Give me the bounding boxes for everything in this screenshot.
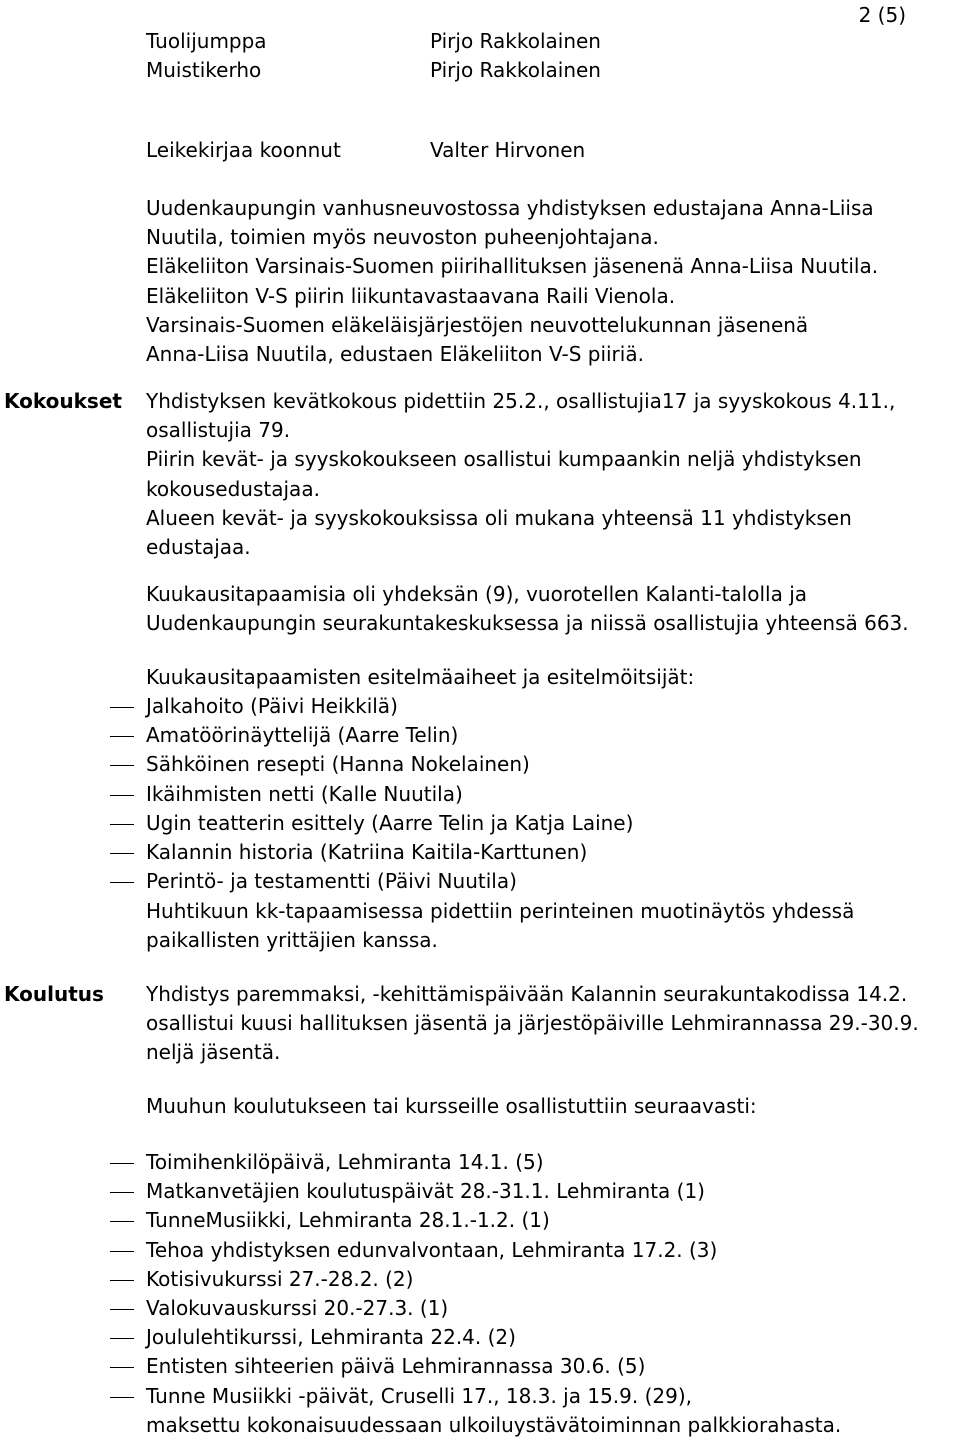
officer-role: Tuolijumppa	[146, 29, 267, 53]
list-item	[0, 1294, 960, 1323]
list-item-text: Tunne Musiikki -päivät, Cruselli 17., 18.3. ja 15.9. (29),	[146, 1383, 692, 1408]
dash-bullet-icon	[110, 1309, 134, 1310]
text-line: Alueen kevät- ja syyskokouksissa oli mukana yhteensä 11 yhdistyksen	[146, 505, 852, 530]
text-line: Varsinais-Suomen eläkeläisjärjestöjen neuvottelukunnan jäsenenä	[146, 312, 809, 337]
text-line: Eläkeliiton Varsinais-Suomen piirihallituksen jäsenenä Anna-Liisa Nuutila.	[146, 254, 879, 279]
list-item-text: Ugin teatterin esittely (Aarre Telin ja Katja Laine)	[146, 810, 634, 835]
courses-heading: Muuhun koulutukseen tai kursseille osallistuttiin seuraavasti:	[146, 1094, 757, 1118]
text-line: osallistujia 79.	[146, 418, 291, 443]
list-item-text: Toimihenkilöpäivä, Lehmiranta 14.1. (5)	[146, 1150, 544, 1174]
list-item-text: Perintö- ja testamentti (Päivi Nuutila)	[146, 869, 517, 894]
dash-bullet-icon	[110, 795, 134, 796]
list-item-text: Entisten sihteerien päivä Lehmirannassa 30.6. (5)	[146, 1354, 646, 1379]
text-line: Uudenkaupungin vanhusneuvostossa yhdistyksen edustajana Anna-Liisa	[146, 196, 874, 220]
dash-bullet-icon	[110, 765, 134, 766]
text-line: Nuutila, toimien myös neuvoston puheenjohtajana.	[146, 225, 659, 250]
training-label: Koulutus	[4, 982, 104, 1006]
text-line: kokousedustajaa.	[146, 476, 320, 501]
dash-bullet-icon	[110, 707, 134, 708]
text-line: neljä jäsentä.	[146, 1040, 281, 1065]
dash-bullet-icon	[110, 736, 134, 737]
text-line: Uudenkaupungin seurakuntakeskuksessa ja niissä osallistujia yhteensä 663.	[146, 611, 909, 636]
text-line: Huhtikuun kk-tapaamisessa pidettiin perinteinen muotinäytös yhdessä	[146, 899, 855, 923]
dash-bullet-icon	[110, 1221, 134, 1222]
training-paragraph	[146, 980, 919, 1068]
dash-bullet-icon	[110, 1163, 134, 1164]
officer-roles	[146, 27, 267, 85]
dash-bullet-icon	[110, 1280, 134, 1281]
list-item	[0, 1236, 960, 1265]
officer-name: Pirjo Rakkolainen	[430, 29, 601, 53]
text-line: Yhdistys paremmaksi, -kehittämispäivään Kalannin seurakuntakodissa 14.2.	[146, 982, 908, 1006]
list-item-text: TunneMusiikki, Lehmiranta 28.1.-1.2. (1)	[146, 1208, 550, 1233]
meetings-label: Kokoukset	[4, 389, 122, 413]
list-item	[0, 1352, 960, 1381]
april-meeting-paragraph	[146, 897, 854, 955]
text-line: Piirin kevät- ja syyskokoukseen osallistui kumpaankin neljä yhdistyksen	[146, 447, 862, 472]
text-line: paikallisten yrittäjien kanssa.	[146, 928, 438, 953]
representatives-paragraph	[146, 194, 878, 369]
list-item-text: Valokuvauskurssi 20.-27.3. (1)	[146, 1295, 449, 1320]
topics-heading: Kuukausitapaamisten esitelmäaiheet ja esitelmöitsijät:	[146, 665, 695, 689]
list-item-text: Sähköinen resepti (Hanna Nokelainen)	[146, 752, 530, 777]
text-line: Eläkeliiton V-S piirin liikuntavastaavana Raili Vienola.	[146, 283, 676, 308]
topics-list	[0, 692, 960, 896]
dash-bullet-icon	[110, 882, 134, 883]
dash-bullet-icon	[110, 1251, 134, 1252]
list-item	[0, 780, 960, 809]
list-item	[0, 692, 960, 721]
list-item	[0, 721, 960, 750]
text-line: edustajaa.	[146, 535, 251, 560]
officer-names	[430, 27, 601, 85]
list-item	[0, 1206, 960, 1235]
dash-bullet-icon	[110, 824, 134, 825]
text-line: Anna-Liisa Nuutila, edustaen Eläkeliiton V-S piiriä.	[146, 342, 644, 367]
officer-role: Muistikerho	[146, 58, 262, 82]
monthly-meetings-paragraph	[146, 580, 909, 638]
courses-note: maksettu kokonaisuudessaan ulkoiluystävätoiminnan palkkiorahasta.	[146, 1413, 842, 1437]
text-line: Kuukausitapaamisia oli yhdeksän (9), vuorotellen Kalanti-talolla ja	[146, 582, 808, 606]
clippings-role: Leikekirjaa koonnut	[146, 138, 341, 162]
text-line: osallistui kuusi hallituksen jäsentä ja järjestöpäiville Lehmirannassa 29.-30.9.	[146, 1011, 919, 1036]
list-item	[0, 1177, 960, 1206]
list-item	[0, 1265, 960, 1294]
list-item	[0, 1382, 960, 1411]
list-item	[0, 809, 960, 838]
list-item-text: Kalannin historia (Katriina Kaitila-Karttunen)	[146, 839, 588, 864]
list-item	[0, 867, 960, 896]
dash-bullet-icon	[110, 1367, 134, 1368]
list-item	[0, 838, 960, 867]
dash-bullet-icon	[110, 1192, 134, 1193]
dash-bullet-icon	[110, 1397, 134, 1398]
list-item-text: Amatöörinäyttelijä (Aarre Telin)	[146, 723, 459, 748]
dash-bullet-icon	[110, 853, 134, 854]
officer-name: Pirjo Rakkolainen	[430, 58, 601, 82]
list-item-text: Jalkahoito (Päivi Heikkilä)	[146, 694, 398, 718]
list-item-text: Matkanvetäjien koulutuspäivät 28.-31.1. Lehmiranta (1)	[146, 1179, 705, 1204]
courses-list	[0, 1148, 960, 1411]
clippings-name: Valter Hirvonen	[430, 138, 586, 162]
list-item-text: Joululehtikurssi, Lehmiranta 22.4. (2)	[146, 1325, 516, 1350]
text-line: Yhdistyksen kevätkokous pidettiin 25.2., osallistujia17 ja syyskokous 4.11.,	[146, 389, 896, 413]
dash-bullet-icon	[110, 1338, 134, 1339]
list-item-text: Ikäihmisten netti (Kalle Nuutila)	[146, 781, 463, 806]
list-item-text: Tehoa yhdistyksen edunvalvontaan, Lehmiranta 17.2. (3)	[146, 1237, 718, 1262]
meetings-paragraph	[146, 387, 895, 562]
list-item	[0, 1323, 960, 1352]
list-item-text: Kotisivukurssi 27.-28.2. (2)	[146, 1266, 414, 1291]
list-item	[0, 750, 960, 779]
list-item	[0, 1148, 960, 1177]
page-number: 2 (5)	[858, 3, 906, 27]
